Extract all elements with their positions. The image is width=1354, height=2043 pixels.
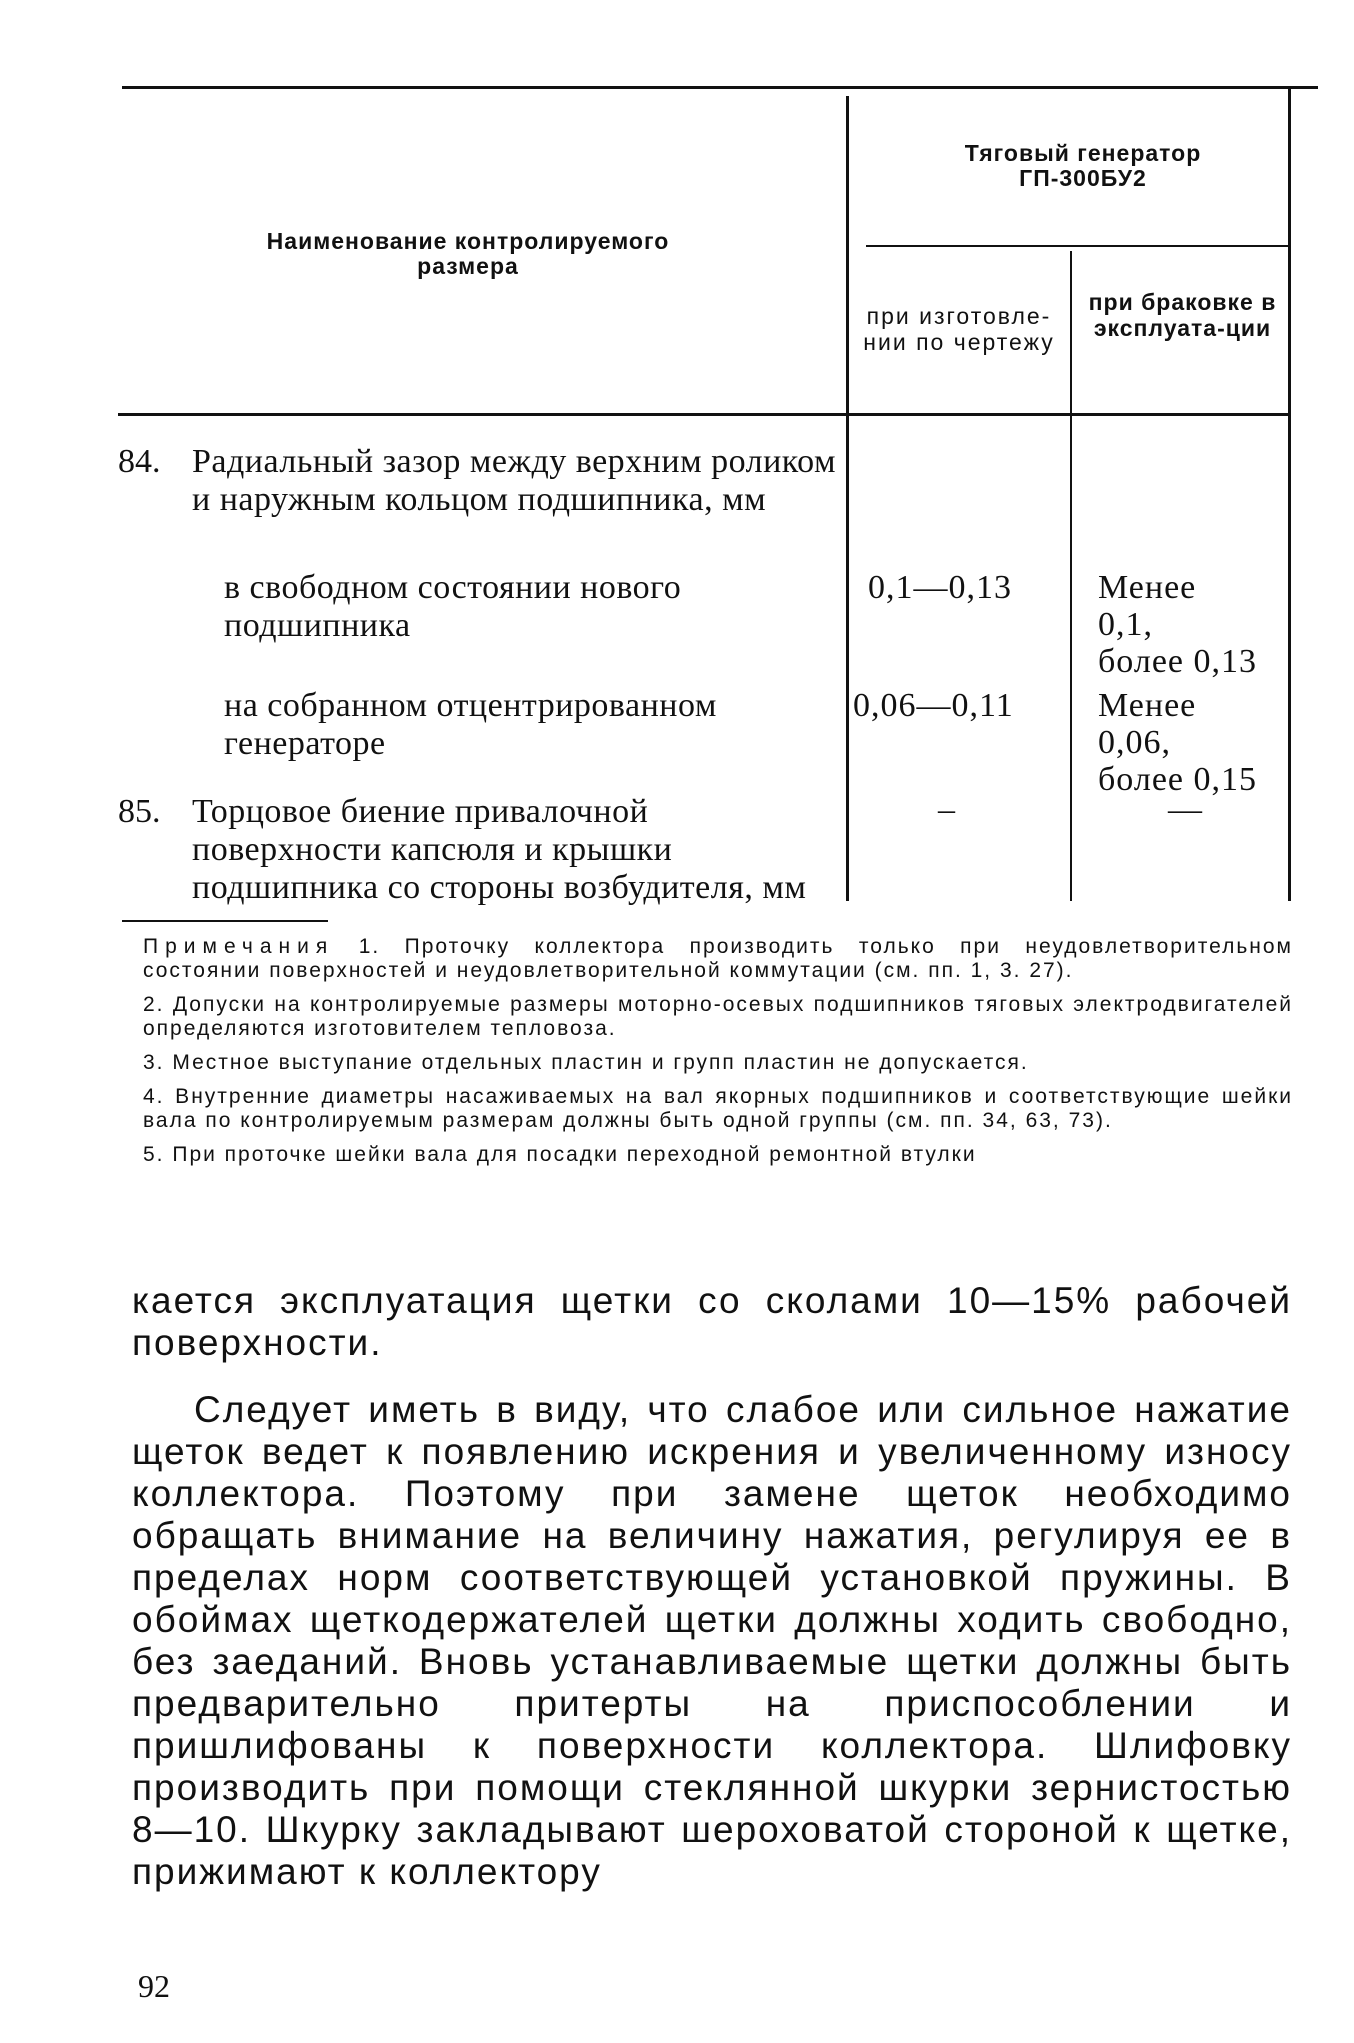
row-84b-reject-line-1: Менее bbox=[1098, 687, 1197, 724]
header-generator-group: Тяговый генератор ГП-300БУ2 bbox=[964, 140, 1202, 191]
row-84b-reject-line-2: 0,06, bbox=[1098, 724, 1171, 761]
note-2: 2. Допуски на контролируемые размеры моторно-осевых подшипников тяговых электродвигателей определяются изготовителем тепловоза. bbox=[143, 993, 1293, 1040]
notes-separator bbox=[122, 920, 328, 922]
measurement-table bbox=[118, 86, 1318, 906]
row-84b-manufacture-value: 0,06—0,11 bbox=[853, 687, 1014, 724]
row-number-84: 84. bbox=[118, 443, 161, 480]
note-5: 5. При проточке шейки вала для посадки переходной ремонтной втулки bbox=[143, 1143, 977, 1166]
notes-label: Примечания bbox=[143, 935, 335, 958]
body-paragraph-2: Следует иметь в виду, что слабое или сильное нажатие щеток ведет к появлению искрения и увеличенному износу коллектора. Поэтому при замене щеток необходимо обращать внимание на величину нажатия, регулируя ее в пределах норм соответствующей установкой пружины. В обоймах щеткодержателей щетки должны ходить свободно, без заеданий. Вновь устанавливаемые щетки должны быть предварительно притерты на приспособлении и пришлифованы к поверхности коллектора. Шлифовку производить при помощи стеклянной шкурки зернистостью 8—10. Шкурку закладывают шероховатой стороной к щетке, прижимают к коллектору bbox=[132, 1389, 1292, 1892]
column-divider-1 bbox=[846, 96, 849, 901]
note-3: 3. Местное выступание отдельных пластин и групп пластин не допускается. bbox=[143, 1051, 1029, 1074]
row-number-85: 85. bbox=[118, 793, 161, 830]
page-number: 92 bbox=[138, 1968, 170, 2004]
row-84a-manufacture-value: 0,1—0,13 bbox=[868, 569, 1012, 606]
body-paragraph-1: кается эксплуатация щетки со сколами 10—15% рабочей поверхности. bbox=[132, 1280, 1292, 1363]
table-right-border bbox=[1288, 86, 1291, 901]
header-bottom-rule bbox=[118, 413, 1288, 416]
row-85-reject-value: — bbox=[1168, 791, 1203, 828]
note-1 bbox=[143, 935, 1293, 983]
header-name-column: Наименование контролируемого размера bbox=[266, 228, 670, 279]
header-reject-column: при браковке в эксплуата-ции bbox=[1088, 289, 1277, 341]
row-84b-description: на собранном отцентрированном генераторе bbox=[224, 687, 717, 762]
header-manufacture-column: при изготовле-нии по чертежу bbox=[863, 303, 1055, 355]
row-84a-description: в свободном состоянии нового подшипника bbox=[224, 569, 682, 644]
table-notes bbox=[143, 935, 1293, 1177]
row-84a-reject-line-1: Менее bbox=[1098, 569, 1197, 606]
row-84b-reject-line-3: более 0,15 bbox=[1098, 761, 1257, 798]
row-85-manufacture-value: – bbox=[938, 791, 956, 828]
row-85-description: Торцовое биение привалочной поверхности капсюля и крышки подшипника со стороны возбудителя, мм bbox=[192, 793, 807, 906]
body-text bbox=[132, 1280, 1292, 1893]
row-84a-reject-line-2: 0,1, bbox=[1098, 606, 1153, 643]
row-84a-reject-line-3: более 0,13 bbox=[1098, 643, 1257, 680]
column-divider-2 bbox=[1070, 251, 1072, 901]
row-84-description: Радиальный зазор между верхним роликом и наружным кольцом подшипника, мм bbox=[192, 443, 836, 518]
note-4: 4. Внутренние диаметры насаживаемых на вал якорных подшипников и соответствующие шейки вала по контролируемым размерам должны быть одной группы (см. пп. 34, 63, 73). bbox=[143, 1085, 1293, 1132]
group-header-rule bbox=[866, 245, 1288, 247]
table-top-rule bbox=[122, 86, 1318, 89]
note-1-text: 1. Проточку коллектора производить только при неудовлетворительном состоянии поверхностей и неудовлетворительной коммутации (см. пп. 1, 3. 27). bbox=[143, 935, 1293, 982]
